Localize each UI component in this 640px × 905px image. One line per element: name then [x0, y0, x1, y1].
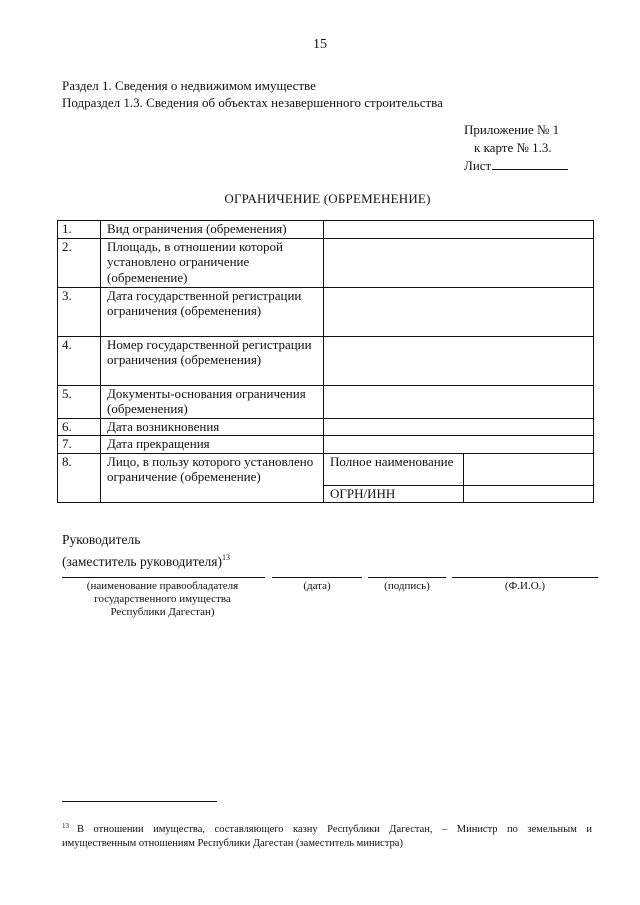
row-number: 2.: [58, 238, 101, 287]
row-number: 3.: [58, 287, 101, 336]
page-number: 15: [313, 37, 327, 52]
table-row: [58, 453, 594, 485]
row-value-cell: [324, 238, 594, 287]
table-row: [58, 418, 594, 436]
table-row: [58, 238, 594, 287]
row-number: 4.: [58, 336, 101, 385]
row-label: Дата возникновения: [101, 418, 324, 436]
caption-signature: (подпись): [384, 580, 430, 592]
row-value-cell: [324, 418, 594, 436]
ogrn-inn-value-cell: [464, 485, 594, 503]
row-label: Номер государственной регистрации ограничения (обременения): [101, 336, 324, 385]
footnote-number: 13: [62, 822, 69, 830]
row-value-cell: [324, 287, 594, 336]
signature-heading-line-1: Руководитель: [62, 532, 141, 547]
appendix-block: [464, 121, 568, 175]
footnote-ref: 13: [221, 553, 230, 562]
row-value-cell: [324, 336, 594, 385]
row-label: Вид ограничения (обременения): [101, 221, 324, 239]
table-row: [58, 336, 594, 385]
row-number: 8.: [58, 453, 101, 503]
row-value-cell: [324, 436, 594, 454]
row-number: 7.: [58, 436, 101, 454]
sheet-label: Лист: [464, 158, 492, 173]
caption-date: (дата): [303, 580, 331, 592]
table-row: [58, 385, 594, 418]
table-row: [58, 287, 594, 336]
signature-heading-line-2: (заместитель руководителя): [62, 554, 222, 569]
footnote-divider: [62, 801, 217, 802]
row-value-cell: [324, 385, 594, 418]
row-label: Площадь, в отношении которой установлено ограничение (обременение): [101, 238, 324, 287]
caption-name: (Ф.И.О.): [504, 580, 546, 592]
sub-label-full-name: Полное наименование: [324, 453, 464, 485]
table-row: [58, 221, 594, 239]
owner-name-blank: [62, 577, 265, 578]
appendix-line-1: Приложение № 1: [464, 122, 560, 137]
footnote-text: В отношении имущества, составляющего казну Республики Дагестан, – Министр по земельным и имущественным отношениям Республики Дагестан (заместитель министра): [62, 824, 592, 849]
row-label: Документы-основания ограничения (обременения): [101, 385, 324, 418]
row-label: Лицо, в пользу которого установлено ограничение (обременение): [101, 453, 324, 503]
caption-owner: (наименование правообладателя государственного имущества Республики Дагестан): [86, 580, 239, 618]
sub-label-ogrn-inn: ОГРН/ИНН: [324, 485, 464, 503]
document-title: ОГРАНИЧЕНИЕ (ОБРЕМЕНЕНИЕ): [224, 191, 431, 206]
restriction-table: [57, 220, 594, 503]
section-heading: Раздел 1. Сведения о недвижимом имуществе: [62, 78, 316, 93]
row-number: 5.: [58, 385, 101, 418]
row-number: 1.: [58, 221, 101, 239]
signature-heading: [62, 531, 230, 571]
date-blank: [272, 577, 362, 578]
subsection-heading: Подраздел 1.3. Сведения об объектах незавершенного строительства: [62, 95, 443, 110]
row-label: Дата государственной регистрации ограничения (обременения): [101, 287, 324, 336]
full-name-value-cell: [464, 453, 594, 485]
row-value-cell: [324, 221, 594, 239]
footnote: [62, 820, 592, 850]
sheet-line: [464, 157, 568, 175]
row-number: 6.: [58, 418, 101, 436]
appendix-line-2: к карте № 1.3.: [474, 140, 552, 155]
table-row: [58, 436, 594, 454]
signature-blank: [368, 577, 446, 578]
full-name-blank: [452, 577, 598, 578]
row-label: Дата прекращения: [101, 436, 324, 454]
sheet-number-blank: [492, 157, 568, 170]
